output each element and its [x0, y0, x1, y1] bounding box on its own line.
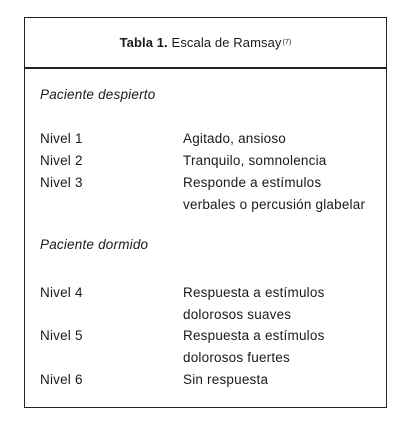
- table-title-label: Tabla 1.: [119, 35, 168, 50]
- row-description: Agitado, ansioso: [183, 131, 287, 146]
- table-title-text: Escala de Ramsay: [167, 35, 282, 50]
- section-heading-asleep: Paciente dormido: [40, 237, 149, 252]
- row-level: Nivel 6: [40, 372, 83, 387]
- row-level: Nivel 3: [40, 175, 83, 190]
- section-heading-awake: Paciente despierto: [40, 87, 156, 102]
- row-level: Nivel 2: [40, 153, 83, 168]
- row-level: Nivel 4: [40, 285, 83, 300]
- table-title-reference: (7): [282, 39, 292, 46]
- row-level: Nivel 1: [40, 131, 83, 146]
- table-title: [25, 18, 386, 69]
- row-description: Respuesta a estímulos dolorosos fuertes: [183, 328, 325, 365]
- row-description: Responde a estímulos verbales o percusión glabelar: [183, 175, 366, 212]
- row-description: Sin respuesta: [183, 372, 269, 387]
- row-description: Respuesta a estímulos dolorosos suaves: [183, 285, 325, 322]
- row-description: Tranquilo, somnolencia: [183, 153, 327, 168]
- row-level: Nivel 5: [40, 328, 83, 343]
- ramsay-scale-table: [24, 17, 387, 408]
